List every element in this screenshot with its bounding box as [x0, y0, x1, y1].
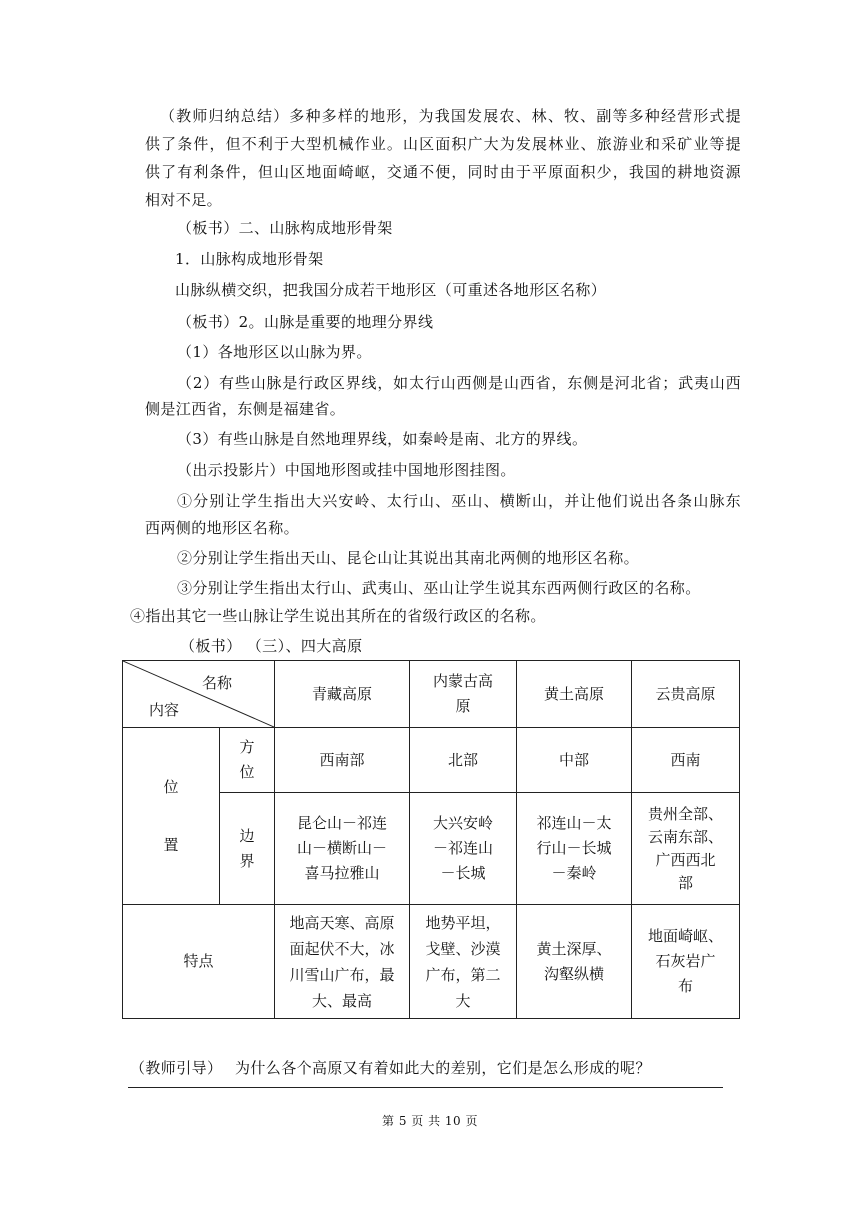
boundary-label: 边 界	[220, 793, 275, 905]
direction-neimenggu: 北部	[410, 728, 517, 793]
point-1: （1）各地形区以山脉为界。	[177, 343, 372, 361]
plateau-header-neimenggu: 内蒙古高原	[410, 661, 517, 728]
board-subheading-2: （板书）2。山脉是重要的地理分界线	[177, 313, 434, 331]
direction-huangtu: 中部	[517, 728, 632, 793]
paragraph-summary-line-4: 相对不足。	[145, 191, 223, 209]
plateau-header-huangtu: 黄土高原	[517, 661, 632, 728]
boundary-neimenggu: 大兴安岭 －祁连山 －长城	[410, 793, 517, 905]
footer-divider	[128, 1087, 723, 1088]
direction-qingzang: 西南部	[275, 728, 410, 793]
position-label: 位 置	[123, 728, 220, 905]
boundary-yungui: 贵州全部、 云南东部、 广西西北 部	[632, 793, 740, 905]
feature-label: 特点	[123, 905, 275, 1019]
projection-note: （出示投影片）中国地形图或挂中国地形图挂图。	[177, 461, 516, 479]
point-2-line-1: （2）有些山脉是行政区界线，如太行山西侧是山西省，东侧是河北省；武夷山西	[177, 374, 741, 392]
feature-neimenggu: 地势平坦， 戈壁、沙漠 广布，第二 大	[410, 905, 517, 1019]
paragraph-summary-line-1: （教师归纳总结）多种多样的地形，为我国发展农、林、牧、副等多种经营形式提	[160, 107, 741, 125]
task-1-line-1: ①分别让学生指出大兴安岭、太行山、巫山、横断山，并让他们说出各条山脉东	[177, 492, 741, 510]
page-footer: 第 5 页 共 10 页	[382, 1114, 478, 1128]
plateau-header-yungui: 云贵高原	[632, 661, 740, 728]
feature-yungui: 地面崎岖、 石灰岩广 布	[632, 905, 740, 1019]
direction-yungui: 西南	[632, 728, 740, 793]
diagonal-line	[123, 661, 274, 727]
teacher-guide-question: 为什么各个高原又有着如此大的差别，它们是怎么形成的呢？	[235, 1059, 651, 1077]
boundary-huangtu: 祁连山－太 行山－长城 －秦岭	[517, 793, 632, 905]
task-3: ③分别让学生指出太行山、武夷山、巫山让学生说其东西两侧行政区的名称。	[177, 579, 701, 597]
board-heading-2: （板书）二、山脉构成地形骨架	[177, 219, 393, 237]
task-1-line-2: 西两侧的地形区名称。	[145, 519, 300, 537]
boundary-qingzang: 昆仑山－祁连 山－横断山－ 喜马拉雅山	[275, 793, 410, 905]
four-plateaus-table	[122, 660, 740, 1019]
board-heading-3: （板书） （三）、四大高原	[180, 637, 363, 655]
header-name-label: 名称	[201, 674, 232, 692]
task-2: ②分别让学生指出天山、昆仑山让其说出其南北两侧的地形区名称。	[177, 549, 640, 567]
point-3: （3）有些山脉是自然地理界线，如秦岭是南、北方的界线。	[177, 430, 588, 448]
paragraph-summary-line-2: 供了条件，但不利于大型机械作业。山区面积广大为发展林业、旅游业和采矿业等提	[145, 135, 741, 153]
paragraph-mountains-divide: 山脉纵横交织，把我国分成若干地形区（可重述各地形区名称）	[175, 281, 607, 299]
point-2-line-2: 侧是江西省，东侧是福建省。	[145, 400, 346, 418]
header-diagonal-cell	[123, 661, 275, 728]
paragraph-summary-line-3: 供了有利条件，但山区地面崎岖，交通不便，同时由于平原面积少，我国的耕地资源	[145, 163, 741, 181]
feature-huangtu: 黄土深厚、 沟壑纵横	[517, 905, 632, 1019]
header-content-label: 内容	[149, 701, 180, 719]
plateau-header-qingzang: 青藏高原	[275, 661, 410, 728]
subheading-1: 1．山脉构成地形骨架	[175, 250, 324, 268]
feature-qingzang: 地高天寒、高原 面起伏不大，冰 川雪山广布，最 大、最高	[275, 905, 410, 1019]
task-4: ④指出其它一些山脉让学生说出其所在的省级行政区的名称。	[130, 607, 546, 625]
teacher-guide-label: （教师引导）	[130, 1059, 223, 1077]
direction-label: 方 位	[220, 728, 275, 793]
